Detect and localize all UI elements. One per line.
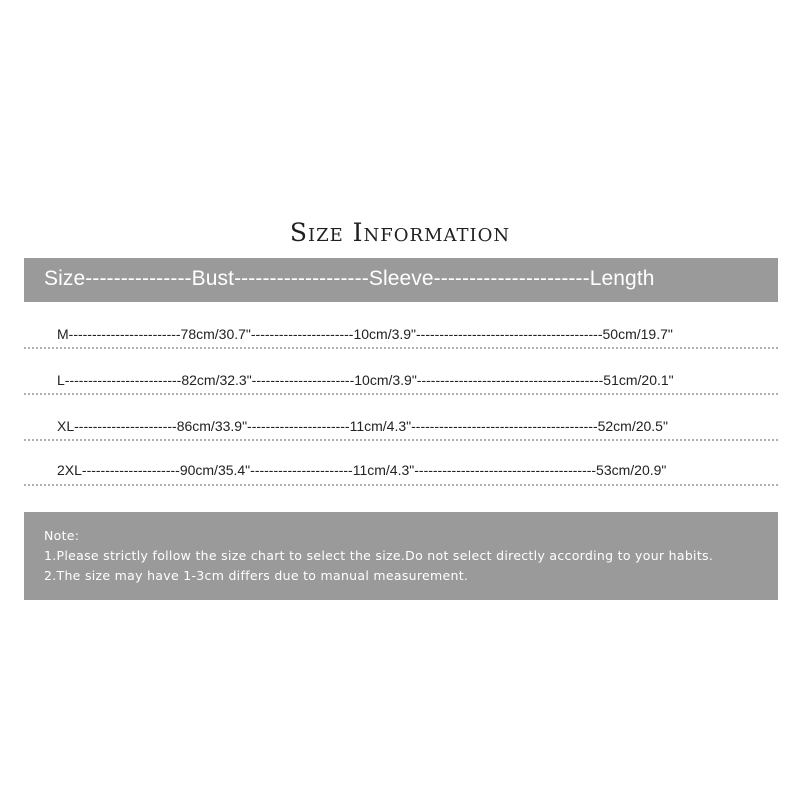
dotted-divider (24, 439, 778, 441)
row-text: 2XL---------------------90cm/35.4"----------------------11cm/4.3"---------------------------------------53cm/20.9" (57, 462, 667, 478)
row-text: L-------------------------82cm/32.3"----------------------10cm/3.9"----------------------------------------51cm/20.1" (57, 372, 674, 388)
row-text: XL----------------------86cm/33.9"----------------------11cm/4.3"----------------------------------------52cm/20.5" (57, 418, 668, 434)
row-text: M------------------------78cm/30.7"----------------------10cm/3.9"----------------------------------------50cm/19.7" (57, 326, 673, 342)
note-line-1: 1.Please strictly follow the size chart to select the size.Do not select directly according to your habits. (44, 548, 714, 563)
note-heading: Note: (44, 528, 80, 543)
dotted-divider (24, 347, 778, 349)
size-info-title: Size Information (289, 218, 511, 247)
size-table-header (24, 258, 778, 302)
header-columns-text: Size---------------Bust-------------------Sleeve----------------------Length (44, 267, 655, 290)
note-line-2: 2.The size may have 1-3cm differs due to manual measurement. (44, 568, 469, 583)
dotted-divider (24, 484, 778, 486)
dotted-divider (24, 393, 778, 395)
note-box (24, 512, 778, 600)
